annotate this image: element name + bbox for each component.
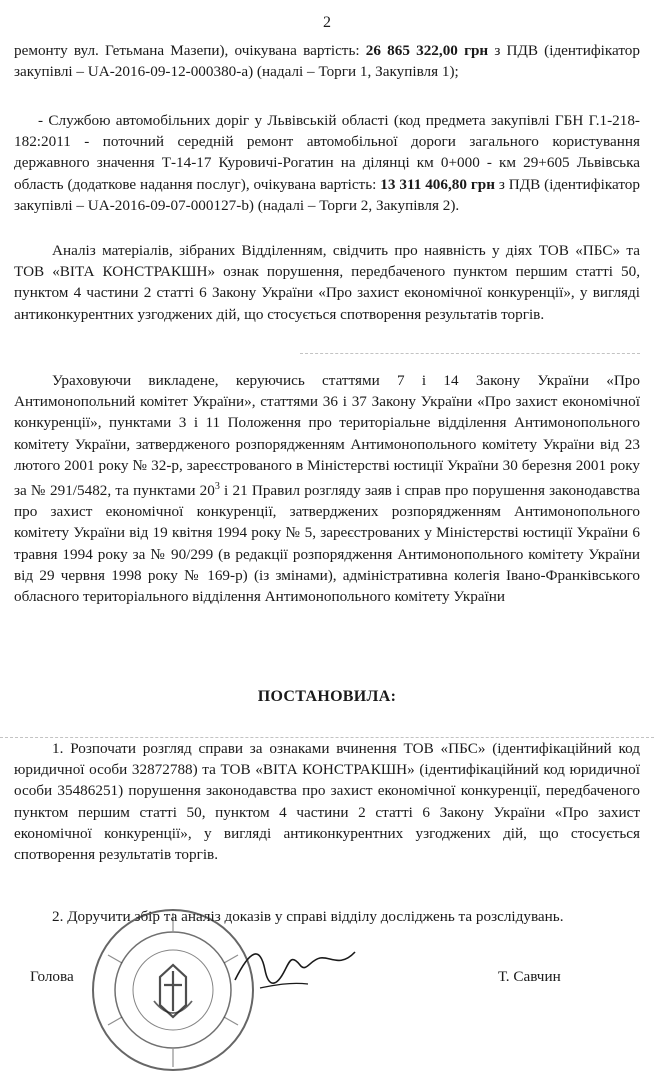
page-number: 2	[323, 14, 331, 31]
superscript: 3	[214, 481, 220, 493]
paragraph-analysis	[14, 240, 640, 325]
paragraph-text: Ураховуючи викладене, керуючись статтями 7 і 14 Закону України «Про Антимонопольний комітет України», статтями 36 і 37 Закону України «Про захист економічної конкуренції», пунктами 3 і 11 Положення про територіальне відділення Антимонопольного комітету України, затвердженого розпорядженням Антимонопольного комітету України від 23 лютого 2001 року № 32-р, зареєстрованого в Міністерстві юстиції України 30 березня 2001 року за № 291/5482, та пунктами 20	[14, 372, 640, 500]
paragraph-text: Аналіз матеріалів, зібраних Відділенням, свідчить про наявність у діях ТОВ «ПБС» та ТОВ «ВІТА КОНСТРАКШН» ознак порушення, передбаченого пунктом першим статті 50, пунктом 4 частини 2 статті 6 Закону України «Про захист економічної конкуренції», у вигляді антиконкурентних узгоджених дій, що стосується спотворення результатів торгів.	[14, 242, 640, 323]
amount-2: 13 311 406,80 грн	[380, 175, 495, 193]
resolution-item-1	[14, 738, 640, 865]
amount-1: 26 865 322,00 грн	[365, 42, 489, 59]
head-name: Т. Савчин	[498, 968, 561, 985]
head-title: Голова	[30, 968, 74, 985]
paragraph-text: - Службою автомобільних доріг у Львівській області (код предмета закупівлі ГБН Г.1-218-182:2011 - поточний середній ремонт автомобільної дороги загального користування державного значення Т-14-17 Куровичі-Рогатин на ділянці км 0+000 - км 29+605 Львівська область (додаткове надання послуг), очікувана вартість:	[14, 112, 640, 193]
paragraph-legal-basis	[14, 370, 640, 607]
paragraph-text: з ПДВ (ідентифікатор закупівлі – UA-2016-09-07-000127-b) (надалі – Торги 2, Закупівля 2).	[14, 175, 640, 214]
paragraph-procurement-1	[14, 40, 640, 82]
resolution-title: ПОСТАНОВИЛА:	[257, 688, 397, 705]
scan-artifact-line	[300, 353, 640, 354]
paragraph-text: ремонту вул. Гетьмана Мазепи), очікувана вартість:	[14, 42, 366, 59]
paragraph-text: і 21 Правил розгляду заяв і справ про порушення законодавства про захист економічної конкуренції, затверджених розпорядженням Антимонопольного комітету України від 19 квітня 1994 року № 5, зареєстрованих у Міністерстві юстиції України 6 травня 1994 року за № 90/299 (в редакції розпорядження Антимонопольного комітету України від 29 червня 1998 року № 169-р) (із змінами), адміністративна колегія Івано-Франківського обласного територіального відділення Антимонопольного комітету України	[14, 482, 640, 606]
paragraph-text: з ПДВ (ідентифікатор закупівлі – UA-2016-09-12-000380-a) (надалі – Торги 1, Закупівля 1);	[14, 42, 640, 81]
paragraph-text: 2. Доручити збір та аналіз доказів у справі відділу досліджень та розслідувань.	[52, 908, 564, 925]
paragraph-procurement-2	[14, 110, 640, 216]
handwritten-signature	[230, 940, 360, 1000]
paragraph-text: 1. Розпочати розгляд справи за ознаками вчинення ТОВ «ПБС» (ідентифікаційний код юридичної особи 32872788) та ТОВ «ВІТА КОНСТРАКШН» (ідентифікаційний код юридичної особи 35486251) порушення законодавства про захист економічної конкуренції, передбаченого пунктом першим статті 50, пунктом 4 частини 2 статті 6 Закону України «Про захист економічної конкуренції», у вигляді антиконкурентних узгоджених дій, що стосується спотворення результатів торгів.	[14, 740, 640, 864]
